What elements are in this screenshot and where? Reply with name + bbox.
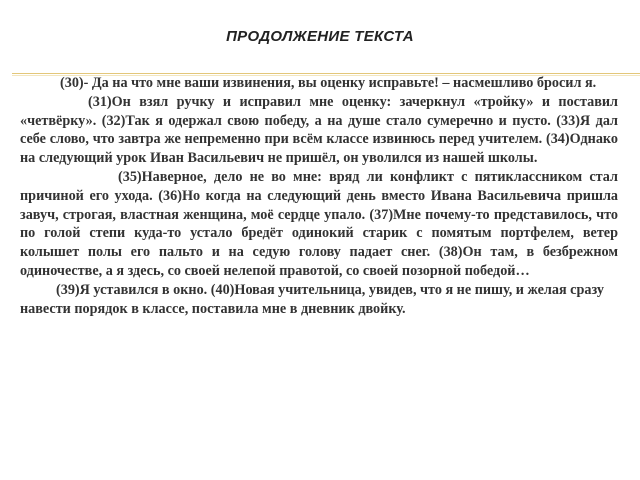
- slide-title: ПРОДОЛЖЕНИЕ ТЕКСТА: [226, 28, 414, 45]
- paragraph-30: (30)- Да на что мне ваши извинения, вы оценку исправьте! – насмешливо бросил я.: [60, 75, 597, 91]
- paragraph-35-38: (35)Наверное, дело не во мне: вряд ли конфликт с пятиклассником стал причиной его ухода. (36)Но когда на следующий день вместо Ивана Васильевича пришла завуч, строгая, властная женщина, моё сердце упало. (37)Мне почему-то представилось, что по голой степи куда-то устало бредёт одинокий старик с помятым портфелем, ветер колышет полы его пальто и на седую голову падает снег. (38)Он там, в безбрежном одиночестве, а я здесь, со своей нелепой правотой, со своей позорной победой…: [20, 168, 618, 279]
- text-body: [20, 74, 618, 318]
- paragraph-39-40: (39)Я уставился в окно. (40)Новая учительница, увидев, что я не пишу, и желая сразу навести порядок в классе, поставила мне в дневник двойку.: [20, 281, 604, 317]
- paragraph-31-34: (31)Он взял ручку и исправил мне оценку: зачеркнул «тройку» и поставил «четвёрку». (32)Так я одержал свою победу, а на душе стало сумеречно и пусто. (33)Я дал себе слово, что завтра же непременно при всём классе извинюсь перед учителем. (34)Однако на следующий урок Иван Васильевич не пришёл, он уволился из нашей школы.: [20, 93, 618, 167]
